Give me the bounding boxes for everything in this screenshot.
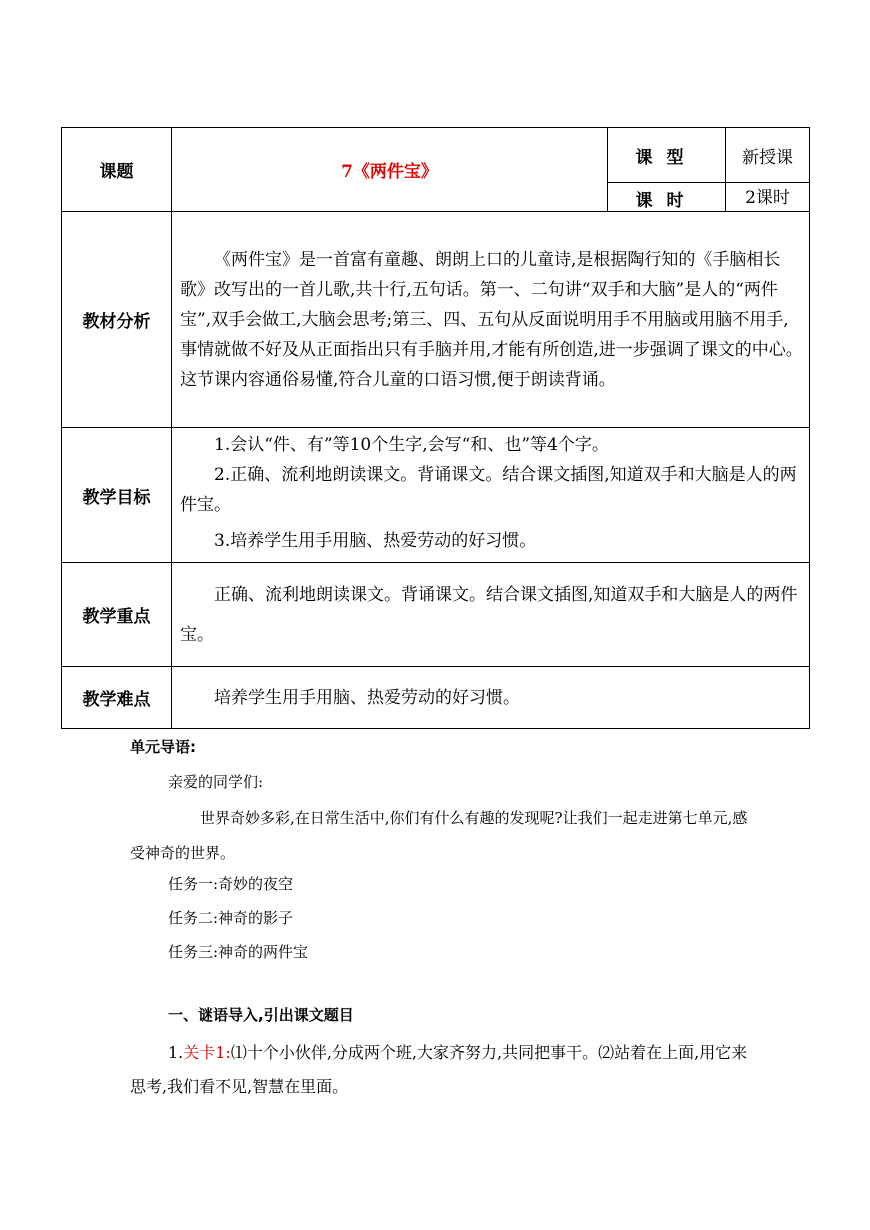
key-label: 教学重点 bbox=[62, 563, 172, 667]
guide-greeting: 亲爱的同学们: bbox=[168, 773, 264, 791]
item-prefix: 1. bbox=[168, 1043, 184, 1062]
type-label: 课型 bbox=[608, 128, 726, 183]
goals-cell bbox=[172, 428, 810, 563]
guide-heading: 单元导语: bbox=[130, 738, 196, 756]
difficulty-text: 培养学生用手用脑、热爱劳动的好习惯。 bbox=[214, 687, 520, 708]
goals-label: 教学目标 bbox=[62, 428, 172, 563]
period-value: 2课时 bbox=[726, 183, 810, 212]
task-item: 任务三:神奇的两件宝 bbox=[168, 943, 309, 961]
section1-heading: 一、谜语导入,引出课文题目 bbox=[168, 1006, 354, 1024]
lesson-title: 7《两件宝》 bbox=[172, 128, 608, 212]
analysis-cell bbox=[172, 212, 810, 428]
period-label: 课时 bbox=[608, 183, 726, 212]
analysis-text: 《两件宝》是一首富有童趣、朗朗上口的儿童诗,是根据陶行知的《手脑相长歌》改写出的一首儿歌,共十行,五句话。第一、二句讲“双手和大脑”是人的“两件宝”,双手会做工,大脑会思考;第三、四、五句从反面说明用手不用脑或用脑不用手,事情就做不好及从正面指出只有手脑并用,才能有所创造,进一步强调了课文的中心。这节课内容通俗易懂,符合儿童的口语习惯,便于朗读背诵。 bbox=[180, 249, 803, 390]
goal-item: 2.正确、流利地朗读课文。背诵课文。结合课文插图,知道双手和大脑是人的两件宝。 bbox=[180, 465, 797, 515]
key-text: 正确、流利地朗读课文。背诵课文。结合课文插图,知道双手和大脑是人的两件宝。 bbox=[180, 584, 798, 645]
task-item: 任务二:神奇的影子 bbox=[168, 909, 294, 927]
section1-item bbox=[130, 1036, 750, 1104]
key-cell bbox=[172, 563, 810, 667]
task-item: 任务一:奇妙的夜空 bbox=[168, 875, 294, 893]
checkpoint-label: 关卡1: bbox=[183, 1043, 231, 1062]
goal-item: 1.会认“件、有”等10个生字,会写“和、也”等4个字。 bbox=[214, 435, 609, 455]
lesson-plan-table bbox=[61, 127, 810, 729]
type-value: 新授课 bbox=[726, 128, 810, 183]
analysis-label: 教材分析 bbox=[62, 212, 172, 428]
riddle-text: ⑴十个小伙伴,分成两个班,大家齐努力,共同把事干。⑵站着在上面,用它来思考,我们看不见,智慧在里面。 bbox=[130, 1043, 748, 1096]
guide-paragraph: 世界奇妙多彩,在日常生活中,你们有什么有趣的发现呢?让我们一起走进第七单元,感受神奇的世界。 bbox=[130, 809, 748, 862]
difficulty-label: 教学难点 bbox=[62, 667, 172, 729]
difficulty-cell bbox=[172, 667, 810, 729]
topic-label: 课题 bbox=[62, 128, 172, 212]
goal-item: 3.培养学生用手用脑、热爱劳动的好习惯。 bbox=[214, 531, 537, 551]
